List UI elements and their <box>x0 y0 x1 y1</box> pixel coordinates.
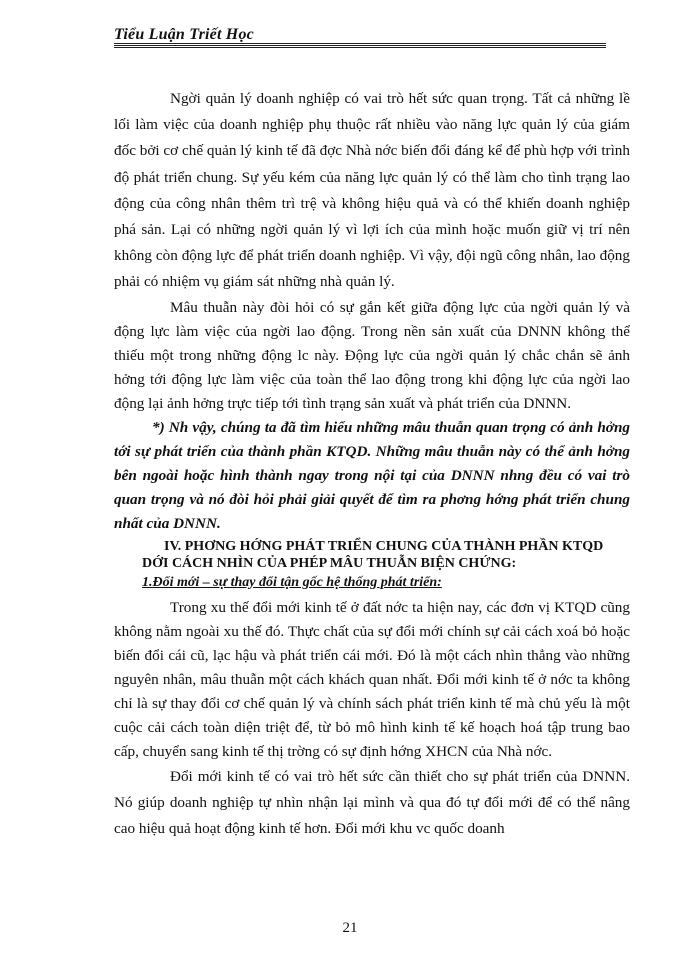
header-rule <box>114 43 606 44</box>
page-number: 21 <box>342 920 358 936</box>
paragraph-renovation-trend: Trong xu thế đổi mới kinh tế ở đất nớc ta hiện nay, các đơn vị KTQD cũng không nằm ngoài xu thế đó. Thực chất của sự đổi mới chính sự cải cách xoá bỏ hoặc biến đổi cái cũ, lạc hậu và phát triển cái mới. Đó là một cách nhìn thẳng vào những nguyên nhân, mâu thuẫn một cách khách quan nhất. Đổi mới kinh tế ở nớc ta không chỉ là sự thay đổi cơ chế quản lý và chính sách phát triển kinh tế mà chủ yếu là một cuộc cải cách toàn diện triệt để, từ bỏ mô hình kinh tế kế hoạch hoá tập trung bao cấp, chuyển sang kinh tế thị trờng có sự định hớng XHCN của Nhà nớc. <box>114 598 630 760</box>
page-body <box>114 86 630 842</box>
header-rule <box>114 45 606 46</box>
paragraph-summary: *) Nh vậy, chúng ta đã tìm hiểu những mâu thuẫn quan trọng có ảnh hởng tới sự phát triển của thành phần KTQD. Những mâu thuẫn này có thể ảnh hởng bên ngoài hoặc hình thành ngay trong nội tại của DNNN nhng đều có vai trò quan trọng và nó đòi hỏi phải giải quyết để tìm ra phơng hớng phát triển chung nhất của DNNN. <box>114 418 630 532</box>
page-header <box>114 26 606 48</box>
section-heading-line1: IV. PHƠNG HỚNG PHÁT TRIỂN CHUNG CỦA THÀNH PHẦN KTQD <box>164 538 604 554</box>
paragraph-renovation-role: Đổi mới kinh tế có vai trò hết sức cần thiết cho sự phát triển của DNNN. Nó giúp doanh nghiệp tự nhìn nhận lại mình và qua đó tự đổi mới để có thể nâng cao hiệu quả hoạt động kinh tế hơn. Đổi mới khu vc quốc doanh <box>114 767 630 838</box>
header-rule <box>114 47 606 48</box>
paragraph-motivation-conflict: Mâu thuẫn này đòi hỏi có sự gắn kết giữa động lực của ngời quản lý và động lực làm việc của ngời lao động. Trong nền sản xuất của DNNN không thể thiếu một trong những động lc này. Động lực của ngời quản lý chắc chắn sẽ ảnh hởng tới động lực làm việc của toàn thể lao động trong khi động lực của ngời lao động lại ảnh hởng trực tiếp tới tình trạng sản xuất và phát triển của DNNN. <box>114 298 630 412</box>
section-heading <box>114 538 630 572</box>
subheading: 1.Đổi mới – sự thay đổi tận gốc hệ thống phát triển: <box>142 574 442 590</box>
paragraph-manager-role: Ngời quản lý doanh nghiệp có vai trò hết sức quan trọng. Tất cả những lề lối làm việc của doanh nghiệp phụ thuộc rất nhiều vào năng lực quản lý của giám đốc bởi cơ chế quản lý kinh tế đã đợc Nhà nớc biến đổi đáng kể để phù hợp với trình độ phát triển chung. Sự yếu kém của năng lực quản lý có thể làm cho tình trạng lao động của công nhân thêm trì trệ và không hiệu quả và có thể khiến doanh nghiệp phá sản. Lại có những ngời quản lý vì lợi ích của mình hoặc muốn giữ vị trí nên không còn động lực để phát triển doanh nghiệp. Vì vậy, đội ngũ công nhân, lao động phải có nhiệm vụ giám sát những nhà quản lý. <box>114 90 630 291</box>
header-title: Tiểu Luận Triết Học <box>114 26 254 43</box>
section-heading-line2: DỚI CÁCH NHÌN CỦA PHÉP MÂU THUẪN BIỆN CHỨNG: <box>142 555 517 571</box>
